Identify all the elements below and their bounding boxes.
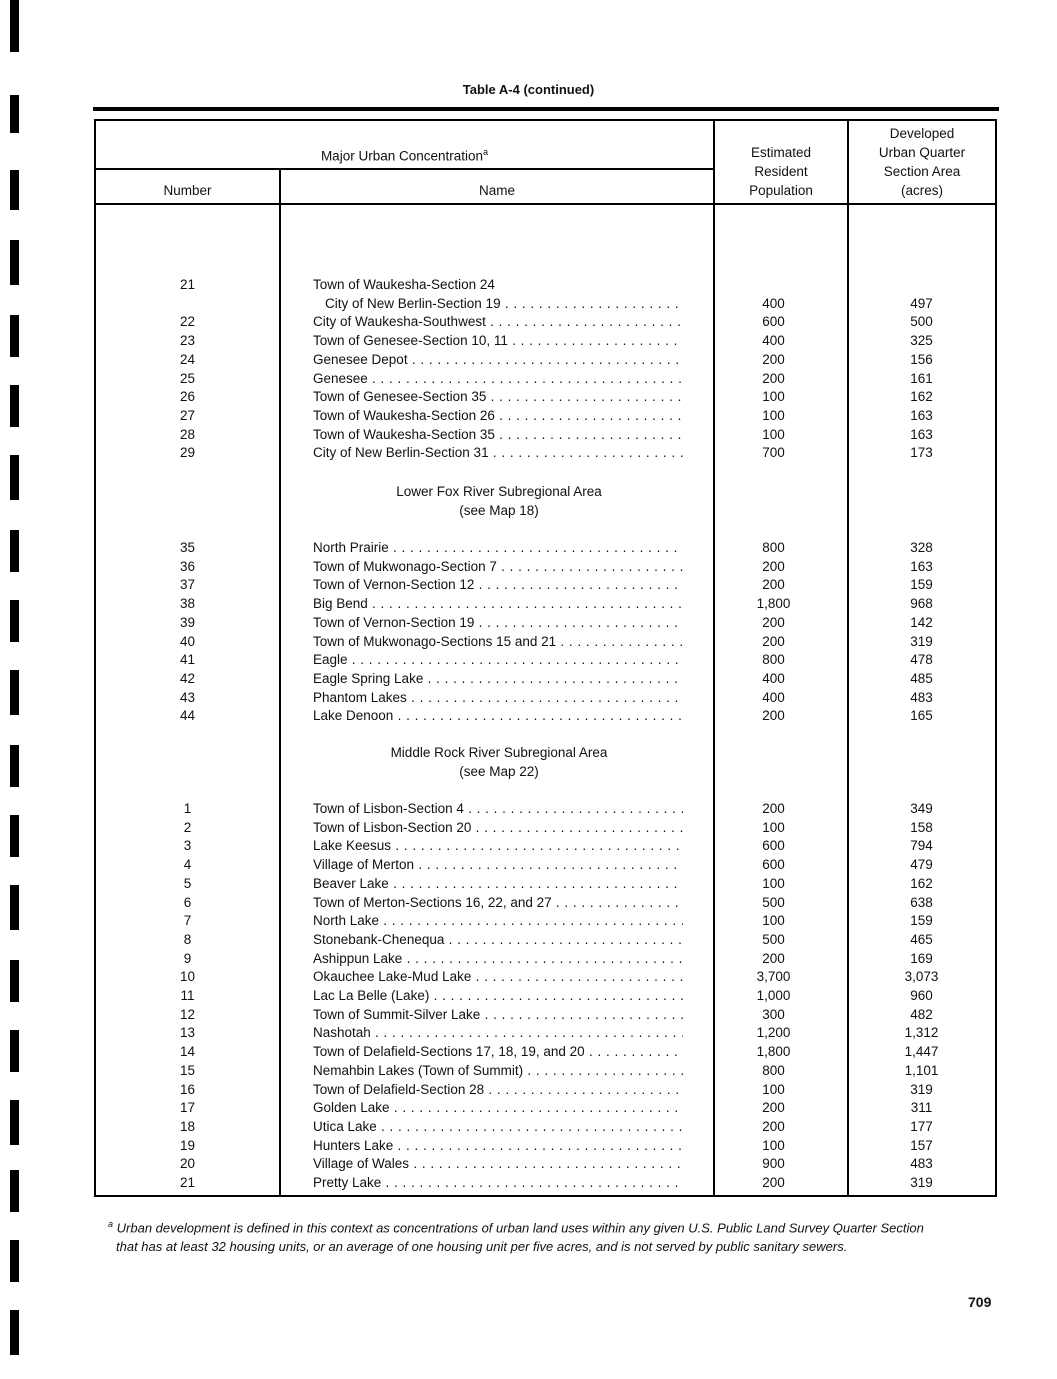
row-name: Utica Lake . . . (313, 1117, 683, 1136)
row-name: Town of Delafield-Section 28 . . . (313, 1080, 683, 1099)
binding-mark (10, 1030, 19, 1072)
table-row (96, 893, 995, 912)
table-row (96, 688, 995, 707)
footnote (108, 1215, 1008, 1256)
row-area: 142 (910, 614, 933, 630)
row-area: 3,073 (904, 969, 939, 985)
page-number: 709 (968, 1294, 992, 1310)
row-number: 20 (179, 1156, 196, 1172)
binding-mark (10, 960, 19, 1002)
row-population: 1,800 (756, 596, 791, 612)
table-row (96, 836, 995, 855)
table-row (96, 613, 995, 632)
row-area: 159 (910, 913, 933, 929)
binding-mark (10, 600, 19, 642)
table-row (96, 818, 995, 837)
row-area: 479 (910, 857, 933, 873)
row-area: 177 (910, 1118, 933, 1134)
row-name: Pretty Lake . . . (313, 1173, 683, 1192)
table-row (96, 855, 995, 874)
row-population: 400 (762, 689, 785, 705)
header-name: Name (478, 183, 515, 198)
row-name: North Prairie . . . (313, 538, 683, 557)
row-population: 100 (762, 407, 785, 423)
table-row (96, 1023, 995, 1042)
binding-mark (10, 170, 19, 210)
footnote-marker: a (108, 1219, 114, 1229)
row-area: 311 (910, 1100, 933, 1116)
table-row (96, 706, 995, 725)
row-name: City of New Berlin-Section 19 . . . (325, 294, 683, 313)
row-name: Town of Mukwonago-Sections 15 and 21 . . . (313, 632, 683, 651)
table-row (96, 369, 995, 388)
table-row (96, 986, 995, 1005)
row-number: 10 (179, 969, 196, 985)
row-name: Nemahbin Lakes (Town of Summit) . . . (313, 1061, 683, 1080)
binding-mark (10, 455, 19, 500)
binding-mark (10, 670, 19, 715)
binding-mark (10, 1100, 19, 1145)
row-area: 325 (910, 333, 933, 349)
row-number: 36 (179, 558, 196, 574)
row-area: 163 (910, 426, 933, 442)
table-row (96, 1117, 995, 1136)
row-number: 40 (179, 633, 196, 649)
row-population: 200 (762, 633, 785, 649)
table-row (96, 331, 995, 350)
table-row (96, 967, 995, 986)
row-name: Golden Lake . . . (313, 1098, 683, 1117)
row-number: 16 (179, 1081, 196, 1097)
binding-mark (10, 885, 19, 930)
row-area: 465 (910, 931, 933, 947)
row-area: 638 (910, 894, 933, 910)
row-number: 44 (179, 708, 196, 724)
row-area: 500 (910, 314, 933, 330)
table-row (96, 1080, 995, 1099)
row-area: 960 (910, 988, 933, 1003)
row-name: Lake Denoon . . . (313, 706, 683, 725)
header-footnote-marker: a (483, 147, 489, 157)
row-population: 100 (762, 875, 785, 891)
row-population: 1,800 (756, 1044, 791, 1060)
header-population-line: Resident (754, 164, 808, 179)
row-population: 200 (762, 351, 785, 367)
row-population: 100 (762, 426, 785, 442)
row-number: 26 (179, 389, 196, 405)
table-title: Table A-4 (continued) (462, 82, 595, 97)
row-population: 200 (762, 577, 785, 593)
binding-mark (10, 530, 19, 572)
row-name: Stonebank-Chenequa . . . (313, 930, 683, 949)
row-population: 200 (762, 1100, 785, 1116)
table-row (96, 443, 995, 462)
row-area: 478 (910, 652, 933, 668)
table-row (96, 1098, 995, 1117)
row-number: 19 (179, 1137, 196, 1153)
row-area: 163 (910, 558, 933, 574)
row-name: Town of Waukesha-Section 24 (313, 277, 495, 292)
row-name: Genesee . . . (313, 369, 683, 388)
row-name: Town of Vernon-Section 12 . . . (313, 575, 683, 594)
header-population (715, 143, 847, 200)
table-row (96, 275, 995, 294)
table-row (96, 669, 995, 688)
row-area: 156 (910, 351, 933, 367)
row-population: 800 (762, 1062, 785, 1078)
row-population: 100 (762, 913, 785, 929)
table-row (96, 1154, 995, 1173)
row-number: 2 (183, 819, 192, 835)
row-area: 163 (910, 407, 933, 423)
row-number: 28 (179, 426, 196, 442)
header-population-line: Estimated (750, 145, 812, 160)
row-name: Town of Lisbon-Section 20 . . . (313, 818, 683, 837)
row-area: 1,312 (904, 1025, 939, 1041)
row-name: Big Bend . . . (313, 594, 683, 613)
header-area-line: Urban Quarter (878, 145, 966, 160)
row-area: 162 (910, 875, 933, 891)
row-number: 25 (179, 370, 196, 386)
row-area: 1,101 (904, 1062, 939, 1078)
row-area: 483 (910, 689, 933, 705)
row-number: 9 (183, 950, 192, 966)
binding-mark (10, 240, 19, 285)
section-heading-line: (see Map 22) (459, 764, 539, 779)
row-population: 600 (762, 314, 785, 330)
row-name: Eagle Spring Lake . . . (313, 669, 683, 688)
table-row (96, 387, 995, 406)
row-name: Town of Delafield-Sections 17, 18, 19, and 20 . . . (313, 1042, 683, 1061)
row-population: 500 (762, 931, 785, 947)
row-number: 5 (183, 875, 192, 891)
table-row (96, 949, 995, 968)
row-name: Lac La Belle (Lake) . . . (313, 986, 683, 1005)
row-number: 37 (179, 577, 196, 593)
row-name: Town of Genesee-Section 35 . . . (313, 387, 683, 406)
row-name: Town of Mukwonago-Section 7 . . . (313, 557, 683, 576)
header-area (849, 124, 995, 200)
row-number: 39 (179, 614, 196, 630)
binding-mark (10, 745, 19, 787)
section-heading-middle-rock (283, 743, 715, 781)
binding-mark (10, 0, 19, 52)
row-number: 21 (179, 1175, 196, 1190)
row-population: 100 (762, 1081, 785, 1097)
row-area: 968 (910, 596, 933, 612)
row-number: 17 (179, 1100, 196, 1116)
header-group-rule (94, 168, 715, 170)
row-population: 200 (762, 614, 785, 630)
row-number: 14 (179, 1044, 196, 1060)
row-population: 1,000 (756, 988, 791, 1003)
row-number: 6 (183, 894, 192, 910)
row-name: Nashotah . . . (313, 1023, 683, 1042)
row-number: 13 (179, 1025, 196, 1041)
table-row (96, 1042, 995, 1061)
row-name: City of New Berlin-Section 31 . . . (313, 443, 683, 462)
row-name: Town of Lisbon-Section 4 . . . (313, 799, 683, 818)
row-area: 485 (910, 670, 933, 686)
table-row (96, 930, 995, 949)
footnote-line-2: that has at least 32 housing units, or an average of one housing unit per five acres, and is not served by public sanitary sewers. (116, 1239, 848, 1255)
section-heading-line: (see Map 18) (459, 503, 539, 518)
row-number: 35 (179, 540, 196, 555)
table-row (96, 294, 995, 313)
row-area: 173 (910, 445, 933, 461)
row-name: Village of Merton . . . (313, 855, 683, 874)
row-population: 200 (762, 1175, 785, 1190)
row-area: 794 (910, 838, 933, 854)
section-heading-line: Lower Fox River Subregional Area (396, 484, 602, 499)
header-major-urban-text: Major Urban Concentration (320, 148, 484, 164)
row-name: North Lake . . . (313, 911, 683, 930)
row-population: 500 (762, 894, 785, 910)
row-number: 23 (179, 333, 196, 349)
row-area: 349 (910, 801, 933, 816)
table-row (96, 538, 995, 557)
table-row (96, 650, 995, 669)
table-row (96, 632, 995, 651)
row-name: Town of Genesee-Section 10, 11 . . . (313, 331, 683, 350)
row-number: 3 (183, 838, 192, 854)
row-area: 482 (910, 1006, 933, 1022)
title-rule (93, 107, 999, 111)
row-area: 161 (910, 370, 933, 386)
row-population: 200 (762, 801, 785, 816)
row-name: Hunters Lake . . . (313, 1136, 683, 1155)
section-heading-lower-fox (283, 482, 715, 520)
row-population: 800 (762, 540, 785, 555)
row-number: 41 (179, 652, 196, 668)
row-population: 3,700 (756, 969, 791, 985)
header-population-line: Population (749, 183, 813, 198)
row-area: 162 (910, 389, 933, 405)
row-number: 24 (179, 351, 196, 367)
footnote-line-1: Urban development is defined in this context as concentrations of urban land uses within any given U.S. Public Land Survey Quarter Section (116, 1220, 924, 1236)
binding-mark (10, 1240, 19, 1282)
row-population: 400 (762, 670, 785, 686)
row-population: 100 (762, 389, 785, 405)
row-area: 158 (910, 819, 933, 835)
header-major-urban (96, 143, 713, 166)
row-number: 4 (183, 857, 192, 873)
row-number: 29 (179, 445, 196, 461)
row-population: 400 (762, 295, 785, 311)
binding-mark (10, 385, 19, 427)
row-name: Okauchee Lake-Mud Lake . . . (313, 967, 683, 986)
row-area: 1,447 (904, 1044, 939, 1060)
table-row (96, 312, 995, 331)
row-population: 1,200 (756, 1025, 791, 1041)
row-name: Town of Vernon-Section 19 . . . (313, 613, 683, 632)
row-area: 165 (910, 708, 933, 724)
row-area: 319 (910, 1081, 933, 1097)
row-name: Lake Keesus . . . (313, 836, 683, 855)
row-area: 319 (910, 633, 933, 649)
row-population: 900 (762, 1156, 785, 1172)
row-name: Town of Waukesha-Section 35 . . . (313, 425, 683, 444)
row-number: 38 (179, 596, 196, 612)
row-number: 15 (179, 1062, 196, 1078)
row-area: 328 (910, 540, 933, 555)
row-name: Phantom Lakes . . . (313, 688, 683, 707)
row-population: 200 (762, 950, 785, 966)
binding-mark (10, 1170, 19, 1212)
row-population: 200 (762, 370, 785, 386)
row-name: Genesee Depot . . . (313, 350, 683, 369)
row-population: 400 (762, 333, 785, 349)
row-number: 7 (183, 913, 192, 929)
table-row (96, 350, 995, 369)
row-name: Town of Merton-Sections 16, 22, and 27 . . . (313, 893, 683, 912)
table-row (96, 557, 995, 576)
row-number: 12 (179, 1006, 196, 1022)
row-name: City of Waukesha-Southwest . . . (313, 312, 683, 331)
table-row (96, 1061, 995, 1080)
row-number: 42 (179, 670, 196, 686)
table-row (96, 406, 995, 425)
binding-mark (10, 815, 19, 857)
row-number: 21 (179, 277, 196, 292)
table-row (96, 425, 995, 444)
row-number: 22 (179, 314, 196, 330)
table-row (96, 575, 995, 594)
row-number: 8 (183, 931, 192, 947)
row-population: 700 (762, 445, 785, 461)
binding-mark (10, 315, 19, 357)
section-heading-line: Middle Rock River Subregional Area (390, 745, 608, 760)
row-population: 100 (762, 819, 785, 835)
binding-mark (10, 1310, 19, 1355)
header-area-line: Developed (889, 126, 955, 141)
table-row (96, 594, 995, 613)
row-area: 157 (910, 1137, 933, 1153)
table-row (96, 874, 995, 893)
row-name: Town of Waukesha-Section 26 . . . (313, 406, 683, 425)
header-area-line: (acres) (900, 183, 943, 198)
header-area-line: Section Area (883, 164, 961, 179)
table-row (96, 1136, 995, 1155)
row-name: Beaver Lake . . . (313, 874, 683, 893)
row-area: 319 (910, 1175, 933, 1190)
header-number: Number (163, 183, 212, 198)
row-area: 483 (910, 1156, 933, 1172)
binding-mark (10, 95, 19, 133)
row-name: Ashippun Lake . . . (313, 949, 683, 968)
row-population: 800 (762, 652, 785, 668)
row-number: 18 (179, 1118, 196, 1134)
row-area: 159 (910, 577, 933, 593)
table-row (96, 911, 995, 930)
row-area: 497 (910, 295, 933, 311)
row-population: 100 (762, 1137, 785, 1153)
row-number: 43 (179, 689, 196, 705)
row-population: 200 (762, 708, 785, 724)
row-name: Town of Summit-Silver Lake . . . (313, 1005, 683, 1024)
table-row (96, 799, 995, 818)
row-number: 27 (179, 407, 196, 423)
row-population: 200 (762, 1118, 785, 1134)
row-population: 300 (762, 1006, 785, 1022)
row-number: 11 (180, 988, 195, 1003)
row-area: 169 (910, 950, 933, 966)
table-row (96, 1173, 995, 1192)
row-population: 600 (762, 838, 785, 854)
row-population: 200 (762, 558, 785, 574)
row-name: Village of Wales . . . (313, 1154, 683, 1173)
table-row (96, 1005, 995, 1024)
row-name: Eagle . . . (313, 650, 683, 669)
row-number: 1 (183, 801, 192, 816)
row-population: 600 (762, 857, 785, 873)
header-bottom-rule (94, 203, 997, 205)
